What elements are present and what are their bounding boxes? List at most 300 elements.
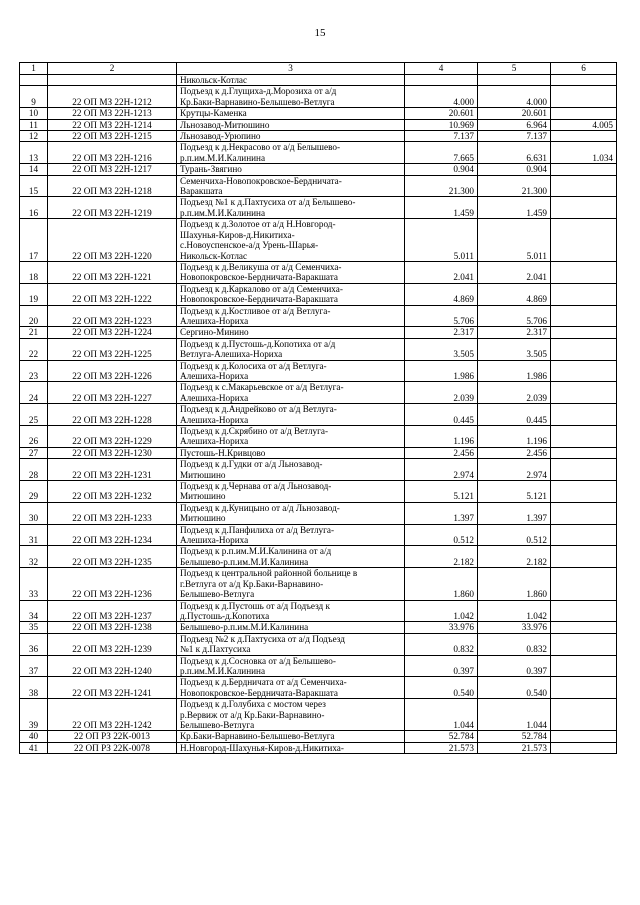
length-total: 10.969	[405, 119, 478, 130]
length-col5: 0.832	[478, 633, 551, 655]
length-col6	[551, 655, 617, 677]
road-code: 22 ОП МЗ 22Н-1237	[48, 600, 177, 622]
road-name-line: Подъезд к д.Панфилиха от а/д Ветлуга-	[180, 524, 335, 535]
road-name-line: Алешиха-Нориха	[180, 436, 249, 447]
row-number: 33	[20, 568, 48, 600]
length-col5: 1.196	[478, 426, 551, 448]
length-col5: 7.137	[478, 131, 551, 142]
length-col5: 21.573	[478, 742, 551, 753]
length-col6	[551, 742, 617, 753]
road-name	[177, 622, 405, 633]
road-code: 22 ОП МЗ 22Н-1241	[48, 677, 177, 699]
length-total: 2.039	[405, 382, 478, 404]
road-name	[177, 447, 405, 458]
road-code: 22 ОП МЗ 22Н-1225	[48, 338, 177, 360]
table-row	[20, 261, 617, 283]
road-name-line: Кр.Баки-Варнавино-Белышево-Ветлуга	[180, 96, 335, 107]
road-name	[177, 219, 405, 262]
length-col6	[551, 622, 617, 633]
length-col6	[551, 459, 617, 481]
row-number: 23	[20, 360, 48, 382]
table-row	[20, 568, 617, 600]
table-row	[20, 108, 617, 119]
length-col6	[551, 699, 617, 731]
road-code: 22 ОП МЗ 22Н-1234	[48, 524, 177, 546]
length-col5: 4.000	[478, 86, 551, 108]
road-code: 22 ОП МЗ 22Н-1220	[48, 219, 177, 262]
table-row	[20, 524, 617, 546]
length-col5: 1.459	[478, 197, 551, 219]
road-name-line: Митюшино	[180, 491, 226, 502]
table-row	[20, 305, 617, 327]
length-col6	[551, 164, 617, 175]
length-total: 3.505	[405, 338, 478, 360]
road-name-line: Новопокровское-Бердничата-Варакшата	[180, 294, 338, 305]
table-row	[20, 459, 617, 481]
road-name-line: Подъезд №2 к д.Пахтусиха от а/д Подъезд	[180, 633, 345, 644]
road-name	[177, 86, 405, 108]
row-number: 40	[20, 731, 48, 742]
road-name	[177, 524, 405, 546]
length-total: 1.397	[405, 502, 478, 524]
length-col5: 5.121	[478, 481, 551, 503]
length-col5: 33.976	[478, 622, 551, 633]
length-total: 0.540	[405, 677, 478, 699]
table-row	[20, 283, 617, 305]
row-number: 35	[20, 622, 48, 633]
road-code: 22 ОП МЗ 22Н-1229	[48, 426, 177, 448]
length-col6	[551, 731, 617, 742]
length-col6	[551, 677, 617, 699]
row-number: 11	[20, 119, 48, 130]
length-col5: 1.860	[478, 568, 551, 600]
road-name-line: Подъезд к д.Великуша от а/д Семенчиха-	[180, 261, 342, 272]
road-name	[177, 142, 405, 164]
length-total: 1.860	[405, 568, 478, 600]
road-name	[177, 360, 405, 382]
length-total: 2.317	[405, 327, 478, 338]
length-total: 1.042	[405, 600, 478, 622]
row-number: 36	[20, 633, 48, 655]
road-name-line: Льнозавод-Митюшино	[180, 119, 270, 130]
road-name-line: Подъезд к д.Колосиха от а/д Ветлуга-	[180, 360, 327, 371]
road-code: 22 ОП МЗ 22Н-1228	[48, 404, 177, 426]
table-row	[20, 426, 617, 448]
length-total: 52.784	[405, 731, 478, 742]
length-total: 0.904	[405, 164, 478, 175]
road-name	[177, 502, 405, 524]
road-code: 22 ОП МЗ 22Н-1227	[48, 382, 177, 404]
length-total: 0.512	[405, 524, 478, 546]
road-code: 22 ОП МЗ 22Н-1219	[48, 197, 177, 219]
road-name	[177, 75, 405, 86]
road-name-line: Митюшино	[180, 513, 226, 524]
length-col6	[551, 338, 617, 360]
length-total: 7.137	[405, 131, 478, 142]
row-number: 12	[20, 131, 48, 142]
road-code: 22 ОП МЗ 22Н-1236	[48, 568, 177, 600]
road-name-line: Льнозавод-Урюпино	[180, 131, 261, 142]
road-name	[177, 677, 405, 699]
row-number	[20, 75, 48, 86]
road-code: 22 ОП МЗ 22Н-1238	[48, 622, 177, 633]
road-name-line: Подъезд к центральной районной больнице в	[180, 568, 358, 579]
row-number: 22	[20, 338, 48, 360]
row-number: 38	[20, 677, 48, 699]
column-number: 3	[177, 63, 405, 75]
length-col5: 6.964	[478, 119, 551, 130]
length-col5: 0.445	[478, 404, 551, 426]
length-col5: 0.540	[478, 677, 551, 699]
road-name-line: Митюшино	[180, 469, 226, 480]
table-row	[20, 655, 617, 677]
road-name-line: Белышево-Ветлуга	[180, 589, 255, 600]
length-col5: 2.456	[478, 447, 551, 458]
row-number: 26	[20, 426, 48, 448]
length-col6	[551, 327, 617, 338]
road-name	[177, 633, 405, 655]
road-code: 22 ОП МЗ 22Н-1233	[48, 502, 177, 524]
table-row	[20, 175, 617, 197]
road-name	[177, 283, 405, 305]
length-total: 20.601	[405, 108, 478, 119]
row-number: 21	[20, 327, 48, 338]
road-name-line: Турань-Звягино	[180, 164, 242, 175]
table-row	[20, 164, 617, 175]
length-col5: 3.505	[478, 338, 551, 360]
length-total: 2.182	[405, 546, 478, 568]
road-name-line: д.Пустошь-д.Копотиха	[180, 610, 270, 621]
length-col5: 6.631	[478, 142, 551, 164]
length-col6	[551, 426, 617, 448]
length-total: 4.000	[405, 86, 478, 108]
road-name	[177, 481, 405, 503]
road-name-line: р.Вервиж от а/д Кр.Баки-Варнавино-	[180, 709, 325, 720]
length-col6	[551, 360, 617, 382]
row-number: 19	[20, 283, 48, 305]
road-name-line: с.Новоуспенское-а/д Урень-Шарья-	[180, 240, 319, 251]
table-row	[20, 75, 617, 86]
road-name-line: Белышево-р.п.им.М.И.Калинина	[180, 622, 309, 633]
row-number: 20	[20, 305, 48, 327]
road-name-line: Подъезд к д.Сосновка от а/д Белышево-	[180, 655, 336, 666]
road-code: 22 ОП МЗ 22Н-1224	[48, 327, 177, 338]
length-col6	[551, 404, 617, 426]
road-name	[177, 164, 405, 175]
road-name	[177, 731, 405, 742]
length-col5: 5.706	[478, 305, 551, 327]
row-number: 9	[20, 86, 48, 108]
length-total: 4.869	[405, 283, 478, 305]
length-col6	[551, 175, 617, 197]
table-row	[20, 447, 617, 458]
road-name-line: р.п.им.М.И.Калинина	[180, 152, 266, 163]
road-code: 22 ОП МЗ 22Н-1214	[48, 119, 177, 130]
road-name	[177, 382, 405, 404]
row-number: 29	[20, 481, 48, 503]
length-col5: 0.512	[478, 524, 551, 546]
roads-table	[19, 62, 617, 754]
row-number: 13	[20, 142, 48, 164]
column-number-row	[20, 63, 617, 75]
row-number: 15	[20, 175, 48, 197]
road-code: 22 ОП МЗ 22Н-1235	[48, 546, 177, 568]
length-total: 5.011	[405, 219, 478, 262]
table-row	[20, 742, 617, 753]
table-row	[20, 327, 617, 338]
road-name-line: р.п.им.М.И.Калинина	[180, 207, 266, 218]
road-name-line: Алешиха-Нориха	[180, 370, 249, 381]
road-name-line: Подъезд к д.Бердничата от а/д Семенчиха-	[180, 677, 347, 688]
length-col6: 1.034	[551, 142, 617, 164]
length-total: 1.044	[405, 699, 478, 731]
road-name-line: Никольск-Котлас	[180, 250, 248, 261]
length-col5: 2.317	[478, 327, 551, 338]
table-row	[20, 338, 617, 360]
row-number: 34	[20, 600, 48, 622]
length-col5: 21.300	[478, 175, 551, 197]
road-name-line: Подъезд к д.Голубиха с мостом через	[180, 699, 326, 710]
column-number: 5	[478, 63, 551, 75]
length-total	[405, 75, 478, 86]
length-total: 1.986	[405, 360, 478, 382]
road-code: 22 ОП МЗ 22Н-1226	[48, 360, 177, 382]
table-row	[20, 677, 617, 699]
row-number: 10	[20, 108, 48, 119]
length-total: 2.456	[405, 447, 478, 458]
length-col6: 4.005	[551, 119, 617, 130]
road-code	[48, 75, 177, 86]
length-col5: 52.784	[478, 731, 551, 742]
table-row	[20, 622, 617, 633]
row-number: 31	[20, 524, 48, 546]
table-row	[20, 404, 617, 426]
road-name-line: Подъезд к д.Андрейково от а/д Ветлуга-	[180, 404, 337, 415]
length-col5: 4.869	[478, 283, 551, 305]
column-number: 4	[405, 63, 478, 75]
road-name-line: Подъезд к д.Костливое от а/д Ветлуга-	[180, 305, 331, 316]
road-name-line: Подъезд к с.Макарьевское от а/д Ветлуга-	[180, 382, 344, 393]
road-name-line: Шахунья-Киров-д.Никитиха-	[180, 229, 295, 240]
length-total: 0.445	[405, 404, 478, 426]
road-code: 22 ОП МЗ 22Н-1242	[48, 699, 177, 731]
table-row	[20, 86, 617, 108]
table-row	[20, 546, 617, 568]
road-name-line: Алешиха-Нориха	[180, 535, 249, 546]
row-number: 32	[20, 546, 48, 568]
page-number: 15	[314, 27, 326, 39]
road-name	[177, 426, 405, 448]
road-name	[177, 175, 405, 197]
road-name	[177, 742, 405, 753]
length-col6	[551, 197, 617, 219]
length-total: 21.300	[405, 175, 478, 197]
road-code: 22 ОП МЗ 22Н-1221	[48, 261, 177, 283]
length-col6	[551, 108, 617, 119]
length-total: 21.573	[405, 742, 478, 753]
row-number: 24	[20, 382, 48, 404]
road-name-line: Кр.Баки-Варнавино-Белышево-Ветлуга	[180, 731, 335, 742]
table-row	[20, 142, 617, 164]
row-number: 18	[20, 261, 48, 283]
road-name-line: Подъезд к д.Куницыно от а/д Льнозавод-	[180, 502, 340, 513]
road-name-line: Подъезд к д.Чернава от а/д Льнозавод-	[180, 481, 332, 492]
length-col6	[551, 600, 617, 622]
table-row	[20, 382, 617, 404]
road-code: 22 ОП МЗ 22Н-1217	[48, 164, 177, 175]
column-number: 1	[20, 63, 48, 75]
road-name	[177, 197, 405, 219]
road-code: 22 ОП МЗ 22Н-1230	[48, 447, 177, 458]
road-name-line: Подъезд к д.Гудки от а/д Льнозавод-	[180, 459, 323, 470]
length-col6	[551, 524, 617, 546]
table-row	[20, 600, 617, 622]
length-col6	[551, 75, 617, 86]
length-col5: 2.974	[478, 459, 551, 481]
road-name-line: №1 к д.Пахтусиха	[180, 644, 251, 655]
road-code: 22 ОП РЗ 22К-0078	[48, 742, 177, 753]
road-name-line: Подъезд к д.Некрасово от а/д Белышево-	[180, 142, 341, 153]
table-row	[20, 502, 617, 524]
road-name	[177, 568, 405, 600]
road-code: 22 ОП МЗ 22Н-1212	[48, 86, 177, 108]
table-row	[20, 131, 617, 142]
road-code: 22 ОП МЗ 22Н-1218	[48, 175, 177, 197]
road-name	[177, 699, 405, 731]
column-number: 2	[48, 63, 177, 75]
road-name	[177, 459, 405, 481]
road-name	[177, 404, 405, 426]
length-col5: 1.042	[478, 600, 551, 622]
road-code: 22 ОП МЗ 22Н-1216	[48, 142, 177, 164]
road-code: 22 ОП МЗ 22Н-1232	[48, 481, 177, 503]
road-name-line: Семенчиха-Новопокровское-Бердничата-	[180, 175, 342, 186]
row-number: 28	[20, 459, 48, 481]
row-number: 30	[20, 502, 48, 524]
road-name-line: Подъезд к д.Глущиха-д.Морозиха от а/д	[180, 86, 337, 97]
table-row	[20, 633, 617, 655]
length-col5: 2.041	[478, 261, 551, 283]
length-col6	[551, 447, 617, 458]
row-number: 41	[20, 742, 48, 753]
road-name-line: Подъезд к д.Пустошь-д.Копотиха от а/д	[180, 338, 336, 349]
road-name	[177, 131, 405, 142]
road-name-line: Подъезд к д.Золотое от а/д Н.Новгород-	[180, 219, 336, 230]
road-code: 22 ОП МЗ 22Н-1239	[48, 633, 177, 655]
length-col6	[551, 86, 617, 108]
table-row	[20, 119, 617, 130]
length-col6	[551, 502, 617, 524]
row-number: 25	[20, 404, 48, 426]
road-code: 22 ОП МЗ 22Н-1223	[48, 305, 177, 327]
road-name-line: г.Ветлуга от а/д Кр.Баки-Варнавино-	[180, 578, 324, 589]
road-name-line: Алешиха-Нориха	[180, 392, 249, 403]
road-name	[177, 338, 405, 360]
length-col6	[551, 305, 617, 327]
road-name-line: Подъезд к д.Каркалово от а/д Семенчиха-	[180, 283, 343, 294]
road-name-line: Варакшата	[180, 186, 223, 197]
road-name-line: Сергино-Минино	[180, 327, 249, 338]
road-name-line: Новопокровское-Бердничата-Варакшата	[180, 272, 338, 283]
road-name	[177, 261, 405, 283]
length-col5: 20.601	[478, 108, 551, 119]
road-code: 22 ОП МЗ 22Н-1222	[48, 283, 177, 305]
road-name	[177, 305, 405, 327]
row-number: 27	[20, 447, 48, 458]
road-name-line: Подъезд к р.п.им.М.И.Калинина от а/д	[180, 546, 332, 557]
road-code: 22 ОП МЗ 22Н-1231	[48, 459, 177, 481]
length-col6	[551, 568, 617, 600]
row-number: 37	[20, 655, 48, 677]
row-number: 17	[20, 219, 48, 262]
length-col6	[551, 481, 617, 503]
road-name	[177, 600, 405, 622]
road-name-line: Белышево-р.п.им.М.И.Калинина	[180, 556, 309, 567]
road-name-line: Алешиха-Нориха	[180, 315, 249, 326]
table-row	[20, 197, 617, 219]
row-number: 39	[20, 699, 48, 731]
length-total: 0.832	[405, 633, 478, 655]
table-row	[20, 481, 617, 503]
road-name-line: р.п.им.М.И.Калинина	[180, 665, 266, 676]
road-name-line: Никольск-Котлас	[180, 75, 248, 85]
length-total: 33.976	[405, 622, 478, 633]
road-name	[177, 327, 405, 338]
road-name-line: Подъезд №1 к д.Пахтусиха от а/д Белышево-	[180, 197, 356, 208]
length-col5: 1.044	[478, 699, 551, 731]
length-col5	[478, 75, 551, 86]
table-row	[20, 360, 617, 382]
length-col5: 0.904	[478, 164, 551, 175]
road-name-line: Белышево-Ветлуга	[180, 719, 255, 730]
length-total: 2.974	[405, 459, 478, 481]
table-row	[20, 219, 617, 262]
length-col5: 0.397	[478, 655, 551, 677]
row-number: 14	[20, 164, 48, 175]
length-total: 0.397	[405, 655, 478, 677]
road-name-line: Пустошь-Н.Кривцово	[180, 447, 266, 458]
road-name-line: Ветлуга-Алешиха-Нориха	[180, 349, 283, 360]
length-total: 1.459	[405, 197, 478, 219]
length-col5: 2.182	[478, 546, 551, 568]
road-code: 22 ОП МЗ 22Н-1240	[48, 655, 177, 677]
length-col6	[551, 261, 617, 283]
length-col5: 2.039	[478, 382, 551, 404]
road-name-line: Подъезд к д.Пустошь от а/д Подъезд к	[180, 600, 330, 611]
column-number: 6	[551, 63, 617, 75]
length-col5: 1.397	[478, 502, 551, 524]
length-total: 2.041	[405, 261, 478, 283]
road-name	[177, 108, 405, 119]
road-name-line: Подъезд к д.Скрябино от а/д Ветлуга-	[180, 426, 329, 436]
road-name-line: Н.Новгород-Шахунья-Киров-д.Никитиха-	[180, 742, 344, 753]
length-col6	[551, 546, 617, 568]
row-number: 16	[20, 197, 48, 219]
length-col6	[551, 633, 617, 655]
length-total: 7.665	[405, 142, 478, 164]
length-col6	[551, 219, 617, 262]
length-total: 5.121	[405, 481, 478, 503]
length-col6	[551, 283, 617, 305]
table-row	[20, 731, 617, 742]
road-code: 22 ОП РЗ 22К-0013	[48, 731, 177, 742]
road-code: 22 ОП МЗ 22Н-1215	[48, 131, 177, 142]
road-name-line: Крутцы-Каменка	[180, 108, 247, 119]
length-total: 5.706	[405, 305, 478, 327]
length-total: 1.196	[405, 426, 478, 448]
road-name-line: Алешиха-Нориха	[180, 414, 249, 425]
length-col6	[551, 131, 617, 142]
